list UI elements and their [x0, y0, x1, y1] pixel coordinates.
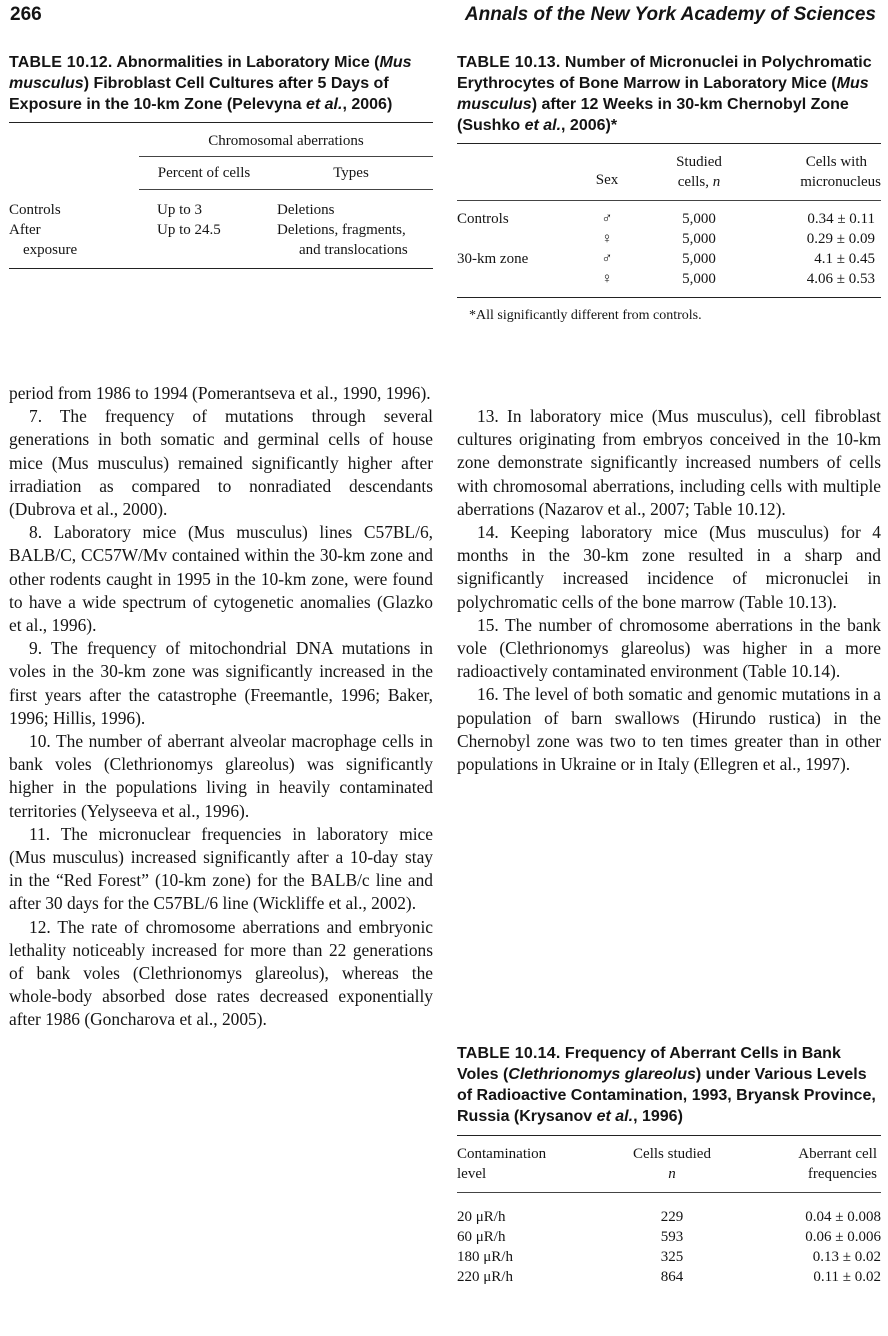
table-10-14-grid — [457, 1135, 881, 1287]
paragraph: 14. Keeping laboratory mice (Mus musculus) for 4 months in the 30-km zone resulted in a sharp and significantly increased incidence of micronuclei in polychromatic cells of the bone marrow (Table 10.13). — [457, 522, 881, 612]
paragraph: 10. The number of aberrant alveolar macrophage cells in bank voles (Clethrionomys glareolus) was significantly higher in the populations living in heavily contaminated territories (Yelyseeva et al., 1996). — [9, 731, 433, 821]
page-number: 266 — [10, 4, 42, 25]
table-row: exposure and translocations — [9, 240, 433, 269]
paragraph: 15. The number of chromosome aberrations in the bank vole (Clethrionomys glareolus) was higher in a more radioactively contaminated environment (Table 10.14). — [457, 614, 881, 682]
table-row: ♀ 5,000 4.06 ± 0.53 — [457, 269, 881, 298]
right-column-text — [457, 405, 881, 776]
paragraph: 8. Laboratory mice (Mus musculus) lines C57BL/6, BALB/C, CC57W/Mv contained within the 30-km zone and other rodents caught in 1995 in the 10-km zone, were found to have a wide spectrum of cytogenetic anomalies (Glazko et al., 1996). — [9, 522, 433, 636]
paragraph: 12. The rate of chromosome aberrations and embryonic lethality noticeably increased for more than 22 generations of bank voles (Clethrionomys glareolus), whereas the whole-body absorbed dose rates decreased exponentially after 1986 (Goncharova et al., 2005). — [9, 916, 433, 1030]
col-percent: Percent of cells — [139, 157, 269, 190]
col-sex: Sex — [595, 172, 619, 188]
paragraph: 13. In laboratory mice (Mus musculus), cell fibroblast cultures originating from embryos conceived in the 10-km zone demonstrate significantly increased numbers of cells with chromosomal aberrations, including cells with multiple aberrations (Nazarov et al., 2007; Table 10.12). — [457, 406, 881, 519]
col-types: Types — [269, 157, 433, 190]
col-cells-studied: Cells studied n — [633, 1146, 711, 1182]
table-row: 30-km zone ♂ 5,000 4.1 ± 0.45 — [457, 251, 875, 267]
table-10-14 — [457, 1043, 881, 1287]
table-row: After Up to 24.5 Deletions, fragments, — [9, 222, 406, 238]
table-10-13-caption: TABLE 10.13. Number of Micronuclei in Polychromatic Erythrocytes of Bone Marrow in Laboratory Mice (Mus musculus) after 12 Weeks in 30-km Chernobyl Zone (Sushko et al., 2006)* — [457, 54, 872, 134]
paragraph: 7. The frequency of mutations through several generations in both somatic and germinal cells of house mice (Mus musculus) remained significantly higher after irradiation as compared to nonradiated descendants (Dubrova et al., 2000). — [9, 406, 433, 520]
col-studied: Studied cells, n — [676, 154, 722, 190]
left-column-text — [9, 382, 433, 1032]
group-header: Chromosomal aberrations — [139, 123, 433, 157]
table-10-13 — [457, 52, 881, 324]
col-level: Contamination level — [457, 1146, 547, 1182]
table-row: 180 μR/h 325 0.13 ± 0.02 — [457, 1249, 881, 1265]
table-row: Controls Up to 3 Deletions — [9, 201, 335, 218]
col-cells-with: Cells with micronucleus — [800, 154, 881, 190]
table-row: ♀ 5,000 0.29 ± 0.09 — [601, 231, 875, 247]
table-10-14-caption: TABLE 10.14. Frequency of Aberrant Cells in Bank Voles (Clethrionomys glareolus) under Various Levels of Radioactive Contamination, 1993, Bryansk Province, Russia (Krysanov et al., 1996) — [457, 1045, 876, 1125]
table-row: Controls ♂ 5,000 0.34 ± 0.11 — [457, 211, 875, 227]
table-row: 220 μR/h 864 0.11 ± 0.02 — [457, 1269, 881, 1285]
paragraph: period from 1986 to 1994 (Pomerantseva et al., 1990, 1996). — [9, 383, 431, 403]
table-10-13-grid — [457, 143, 881, 298]
table-row: 20 μR/h 229 0.04 ± 0.008 — [457, 1209, 881, 1225]
col-frequencies: Aberrant cell frequencies — [798, 1146, 877, 1182]
paragraph: 9. The frequency of mitochondrial DNA mutations in voles in the 30-km zone was significantly increased in the first years after the catastrophe (Freemantle, 1996; Baker, 1996; Hillis, 1996). — [9, 638, 433, 728]
journal-title: Annals of the New York Academy of Sciences — [464, 4, 876, 25]
table-10-12-grid — [9, 122, 433, 269]
table-row: 60 μR/h 593 0.06 ± 0.006 — [457, 1229, 881, 1245]
table-10-12 — [9, 52, 433, 269]
table-10-12-caption: TABLE 10.12. Abnormalities in Laboratory Mice (Mus musculus) Fibroblast Cell Cultures after 5 Days of Exposure in the 10-km Zone (Pelevyna et al., 2006) — [9, 54, 412, 113]
table-10-13-footnote: *All significantly different from controls. — [469, 308, 702, 323]
paragraph: 11. The micronuclear frequencies in laboratory mice (Mus musculus) increased significantly after a 10-day stay in the “Red Forest” (10-km zone) for the BALB/c line and after 30 days for the C57BL/6 line (Wickliffe et al., 2002). — [9, 823, 433, 914]
paragraph: 16. The level of both somatic and genomic mutations in a population of barn swallows (Hirundo rustica) in the Chernobyl zone was two to ten times greater than in other populations in Ukraine or in Italy (Ellegren et al., 1997). — [457, 684, 881, 775]
